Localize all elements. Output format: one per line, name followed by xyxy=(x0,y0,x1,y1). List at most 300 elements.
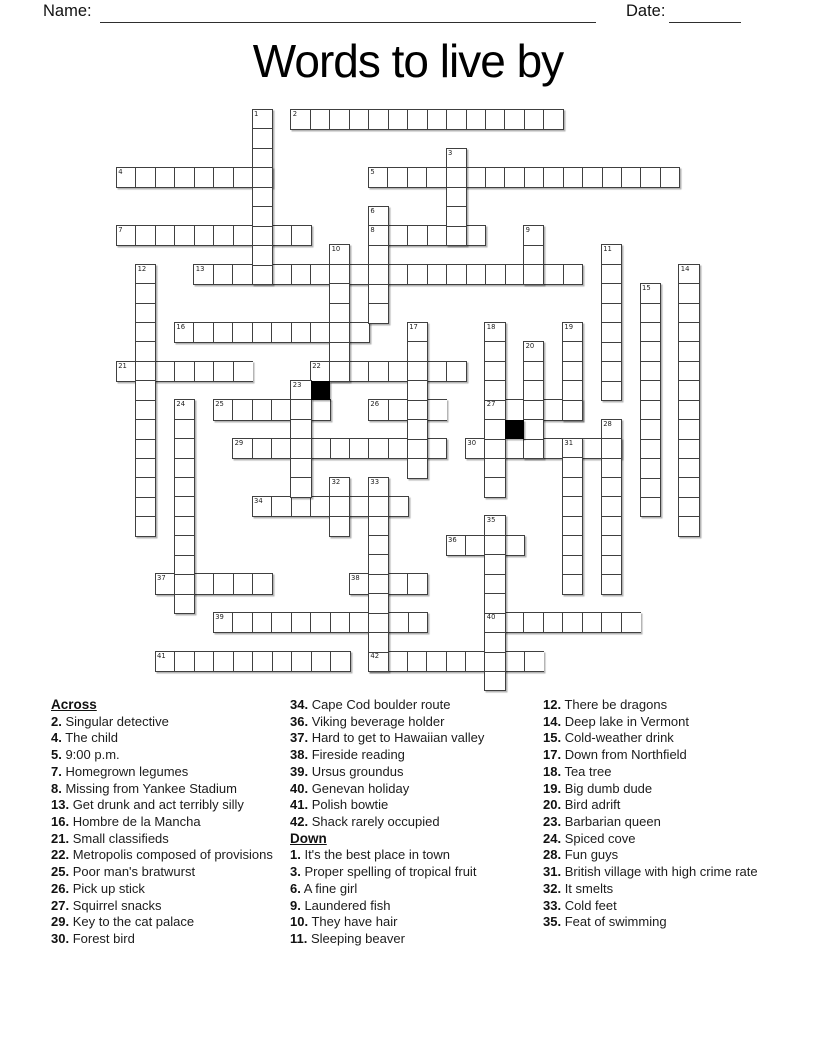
grid-cell[interactable] xyxy=(136,361,155,380)
grid-cell[interactable] xyxy=(387,226,407,245)
grid-cell[interactable] xyxy=(369,516,388,535)
grid-cell[interactable] xyxy=(117,168,136,187)
grid-cell[interactable] xyxy=(563,400,582,420)
grid-cell[interactable] xyxy=(524,400,543,420)
grid-cell[interactable] xyxy=(232,400,252,419)
grid-cell[interactable] xyxy=(175,438,194,457)
grid-cell[interactable] xyxy=(252,652,272,671)
grid-cell[interactable] xyxy=(194,652,214,671)
grid-cell[interactable] xyxy=(602,264,621,283)
grid-cell[interactable] xyxy=(253,245,272,264)
grid-cell[interactable] xyxy=(602,420,621,438)
grid-cell[interactable] xyxy=(135,226,155,245)
grid-cell[interactable] xyxy=(213,652,233,671)
grid-cell[interactable] xyxy=(679,303,698,322)
grid-cell[interactable] xyxy=(136,380,155,399)
grid-cell[interactable] xyxy=(407,226,427,245)
grid-cell[interactable] xyxy=(446,362,466,381)
grid-cell[interactable] xyxy=(407,574,427,593)
grid-cell[interactable] xyxy=(485,652,504,671)
grid-cell[interactable] xyxy=(253,226,272,245)
grid-cell[interactable] xyxy=(426,652,446,671)
grid-cell[interactable] xyxy=(291,381,310,400)
grid-cell[interactable] xyxy=(504,400,524,419)
grid-cell[interactable] xyxy=(136,400,155,419)
grid-cell[interactable] xyxy=(369,400,388,419)
grid-cell[interactable] xyxy=(602,322,621,341)
grid-cell[interactable] xyxy=(369,225,388,245)
grid-cell[interactable] xyxy=(194,362,214,381)
grid-cell[interactable] xyxy=(310,110,329,129)
grid-cell[interactable] xyxy=(427,110,446,129)
grid-cell[interactable] xyxy=(427,439,446,458)
grid-cell[interactable] xyxy=(369,496,388,515)
grid-cell[interactable] xyxy=(156,574,175,593)
grid-cell[interactable] xyxy=(291,399,310,419)
grid-cell[interactable] xyxy=(602,516,621,535)
grid-cell[interactable] xyxy=(602,496,621,515)
grid-cell[interactable] xyxy=(174,362,194,381)
grid-cell[interactable] xyxy=(136,303,155,322)
grid-cell[interactable] xyxy=(408,323,427,341)
grid-cell[interactable] xyxy=(504,439,524,458)
grid-cell[interactable] xyxy=(582,613,602,632)
grid-cell[interactable] xyxy=(602,458,621,477)
grid-cell[interactable] xyxy=(602,342,621,361)
grid-cell[interactable] xyxy=(213,168,233,187)
grid-cell[interactable] xyxy=(543,110,562,129)
grid-cell[interactable] xyxy=(155,362,175,381)
grid-cell[interactable] xyxy=(563,265,582,284)
grid-cell[interactable] xyxy=(602,303,621,322)
grid-cell[interactable] xyxy=(311,400,331,419)
grid-cell[interactable] xyxy=(563,168,582,187)
grid-cell[interactable] xyxy=(253,128,272,147)
grid-cell[interactable] xyxy=(465,168,484,187)
grid-cell[interactable] xyxy=(330,439,349,458)
grid-cell[interactable] xyxy=(427,265,446,284)
grid-cell[interactable] xyxy=(679,516,698,535)
grid-cell[interactable] xyxy=(621,613,641,632)
grid-cell[interactable] xyxy=(543,439,563,458)
grid-cell[interactable] xyxy=(369,303,388,323)
grid-cell[interactable] xyxy=(602,574,621,593)
grid-cell[interactable] xyxy=(174,652,194,671)
grid-cell[interactable] xyxy=(252,574,272,593)
grid-cell[interactable] xyxy=(679,458,698,477)
grid-cell[interactable] xyxy=(369,554,388,573)
grid-cell[interactable] xyxy=(271,497,291,516)
grid-cell[interactable] xyxy=(485,168,504,187)
grid-cell[interactable] xyxy=(543,613,563,632)
grid-cell[interactable] xyxy=(330,496,349,516)
grid-cell[interactable] xyxy=(194,574,214,593)
grid-cell[interactable] xyxy=(330,652,350,671)
grid-cell[interactable] xyxy=(447,206,466,226)
grid-cell[interactable] xyxy=(330,303,349,322)
grid-cell[interactable] xyxy=(232,265,251,284)
grid-cell[interactable] xyxy=(156,652,175,671)
grid-cell[interactable] xyxy=(408,400,427,419)
grid-cell[interactable] xyxy=(602,555,621,574)
grid-cell[interactable] xyxy=(426,168,445,187)
grid-cell[interactable] xyxy=(155,226,175,245)
grid-cell[interactable] xyxy=(291,477,310,497)
grid-cell[interactable] xyxy=(641,361,660,380)
grid-cell[interactable] xyxy=(641,341,660,360)
grid-cell[interactable] xyxy=(602,477,621,496)
grid-cell[interactable] xyxy=(524,264,543,284)
grid-cell[interactable] xyxy=(369,613,388,632)
grid-cell[interactable] xyxy=(232,323,252,342)
grid-cell[interactable] xyxy=(679,477,698,496)
grid-cell[interactable] xyxy=(485,574,504,593)
grid-cell[interactable] xyxy=(174,226,194,245)
grid-cell[interactable] xyxy=(408,361,427,380)
grid-cell[interactable] xyxy=(175,477,194,496)
grid-cell[interactable] xyxy=(408,439,427,458)
grid-cell[interactable] xyxy=(194,226,214,245)
grid-cell[interactable] xyxy=(368,110,387,129)
grid-cell[interactable] xyxy=(641,284,660,302)
grid-cell[interactable] xyxy=(582,168,601,187)
grid-cell[interactable] xyxy=(485,110,504,129)
grid-cell[interactable] xyxy=(524,110,543,129)
grid-cell[interactable] xyxy=(447,167,466,187)
grid-cell[interactable] xyxy=(641,497,660,516)
grid-cell[interactable] xyxy=(310,497,330,516)
grid-cell[interactable] xyxy=(368,362,388,381)
grid-cell[interactable] xyxy=(310,265,329,284)
grid-cell[interactable] xyxy=(369,593,388,612)
grid-cell[interactable] xyxy=(641,303,660,322)
grid-cell[interactable] xyxy=(679,322,698,341)
grid-cell[interactable] xyxy=(135,168,155,187)
grid-cell[interactable] xyxy=(349,497,369,516)
grid-cell[interactable] xyxy=(388,613,407,632)
grid-cell[interactable] xyxy=(485,361,504,380)
grid-cell[interactable] xyxy=(174,168,194,187)
grid-cell[interactable] xyxy=(291,458,310,478)
grid-cell[interactable] xyxy=(504,110,523,129)
grid-cell[interactable] xyxy=(175,400,194,418)
grid-cell[interactable] xyxy=(271,265,290,284)
grid-cell[interactable] xyxy=(563,477,582,496)
grid-cell[interactable] xyxy=(369,207,388,226)
grid-cell[interactable] xyxy=(641,439,660,458)
grid-cell[interactable] xyxy=(524,245,543,265)
grid-cell[interactable] xyxy=(679,497,698,516)
grid-cell[interactable] xyxy=(213,574,233,593)
grid-cell[interactable] xyxy=(485,341,504,360)
grid-cell[interactable] xyxy=(563,439,582,457)
grid-cell[interactable] xyxy=(563,341,582,361)
grid-cell[interactable] xyxy=(253,497,272,516)
grid-cell[interactable] xyxy=(253,187,272,206)
grid-cell[interactable] xyxy=(563,361,582,381)
grid-cell[interactable] xyxy=(349,110,368,129)
grid-cell[interactable] xyxy=(679,341,698,360)
grid-cell[interactable] xyxy=(465,652,485,671)
grid-cell[interactable] xyxy=(524,419,543,439)
grid-cell[interactable] xyxy=(679,361,698,380)
grid-cell[interactable] xyxy=(253,110,272,128)
grid-cell[interactable] xyxy=(505,265,524,284)
grid-cell[interactable] xyxy=(679,439,698,458)
grid-cell[interactable] xyxy=(387,168,406,187)
grid-cell[interactable] xyxy=(136,265,155,283)
grid-cell[interactable] xyxy=(543,168,562,187)
grid-cell[interactable] xyxy=(679,265,698,283)
grid-cell[interactable] xyxy=(349,323,369,342)
grid-cell[interactable] xyxy=(369,284,388,304)
grid-cell[interactable] xyxy=(408,341,427,360)
grid-cell[interactable] xyxy=(485,400,504,419)
grid-cell[interactable] xyxy=(175,535,194,554)
grid-cell[interactable] xyxy=(252,400,272,419)
grid-cell[interactable] xyxy=(291,438,310,458)
grid-cell[interactable] xyxy=(311,652,331,671)
grid-cell[interactable] xyxy=(330,478,349,497)
grid-cell[interactable] xyxy=(175,458,194,477)
grid-cell[interactable] xyxy=(253,265,272,284)
grid-cell[interactable] xyxy=(387,652,407,671)
grid-cell[interactable] xyxy=(427,400,447,419)
grid-cell[interactable] xyxy=(524,168,543,187)
grid-cell[interactable] xyxy=(621,168,640,187)
grid-cell[interactable] xyxy=(214,613,232,632)
grid-cell[interactable] xyxy=(641,400,660,419)
grid-cell[interactable] xyxy=(427,226,447,245)
grid-cell[interactable] xyxy=(136,477,155,496)
grid-cell[interactable] xyxy=(291,323,311,342)
grid-cell[interactable] xyxy=(563,496,582,515)
grid-cell[interactable] xyxy=(524,652,544,671)
grid-cell[interactable] xyxy=(602,245,621,263)
grid-cell[interactable] xyxy=(563,323,582,342)
grid-cell[interactable] xyxy=(563,457,582,476)
grid-cell[interactable] xyxy=(136,516,155,535)
grid-cell[interactable] xyxy=(330,322,349,341)
grid-cell[interactable] xyxy=(446,265,465,284)
grid-cell[interactable] xyxy=(408,380,427,399)
grid-cell[interactable] xyxy=(213,362,233,381)
grid-cell[interactable] xyxy=(446,110,465,129)
grid-cell[interactable] xyxy=(369,245,388,265)
grid-cell[interactable] xyxy=(465,536,485,555)
grid-cell[interactable] xyxy=(447,536,466,555)
grid-cell[interactable] xyxy=(175,323,194,342)
grid-cell[interactable] xyxy=(349,265,368,284)
grid-cell[interactable] xyxy=(408,458,427,477)
grid-cell[interactable] xyxy=(369,168,387,187)
grid-cell[interactable] xyxy=(369,478,388,496)
grid-cell[interactable] xyxy=(136,458,155,477)
grid-cell[interactable] xyxy=(447,226,466,246)
grid-cell[interactable] xyxy=(136,497,155,516)
grid-cell[interactable] xyxy=(563,555,582,574)
grid-cell[interactable] xyxy=(505,652,525,671)
grid-cell[interactable] xyxy=(485,265,504,284)
grid-cell[interactable] xyxy=(602,535,621,554)
grid-cell[interactable] xyxy=(291,110,309,129)
grid-cell[interactable] xyxy=(543,265,562,284)
grid-cell[interactable] xyxy=(562,613,582,632)
grid-cell[interactable] xyxy=(369,574,388,593)
grid-cell[interactable] xyxy=(310,439,329,458)
grid-cell[interactable] xyxy=(233,226,253,245)
grid-cell[interactable] xyxy=(563,380,582,400)
grid-cell[interactable] xyxy=(252,323,272,342)
grid-cell[interactable] xyxy=(117,226,136,245)
grid-cell[interactable] xyxy=(291,613,310,632)
grid-cell[interactable] xyxy=(641,322,660,341)
grid-cell[interactable] xyxy=(679,400,698,419)
grid-cell[interactable] xyxy=(291,265,310,284)
grid-cell[interactable] xyxy=(602,361,621,380)
grid-cell[interactable] xyxy=(563,516,582,535)
grid-cell[interactable] xyxy=(175,496,194,515)
grid-cell[interactable] xyxy=(504,613,524,632)
grid-cell[interactable] xyxy=(155,168,175,187)
grid-cell[interactable] xyxy=(272,226,292,245)
grid-cell[interactable] xyxy=(641,478,660,497)
grid-cell[interactable] xyxy=(291,226,311,245)
grid-cell[interactable] xyxy=(679,380,698,399)
grid-cell[interactable] xyxy=(369,632,388,651)
grid-cell[interactable] xyxy=(194,168,214,187)
grid-cell[interactable] xyxy=(388,497,408,516)
grid-cell[interactable] xyxy=(233,652,253,671)
grid-cell[interactable] xyxy=(466,226,486,245)
grid-cell[interactable] xyxy=(233,168,253,187)
grid-cell[interactable] xyxy=(330,342,349,361)
grid-cell[interactable] xyxy=(640,168,659,187)
grid-cell[interactable] xyxy=(485,613,504,632)
grid-cell[interactable] xyxy=(679,419,698,438)
grid-cell[interactable] xyxy=(388,439,407,458)
grid-cell[interactable] xyxy=(407,265,426,284)
grid-cell[interactable] xyxy=(485,632,504,651)
grid-cell[interactable] xyxy=(602,438,621,457)
grid-cell[interactable] xyxy=(602,381,621,400)
grid-cell[interactable] xyxy=(193,323,213,342)
grid-cell[interactable] xyxy=(447,149,466,168)
grid-cell[interactable] xyxy=(407,168,426,187)
grid-cell[interactable] xyxy=(136,419,155,438)
grid-cell[interactable] xyxy=(213,265,232,284)
grid-cell[interactable] xyxy=(523,613,543,632)
grid-cell[interactable] xyxy=(213,226,233,245)
grid-cell[interactable] xyxy=(175,574,194,593)
grid-cell[interactable] xyxy=(136,322,155,341)
grid-cell[interactable] xyxy=(408,419,427,438)
grid-cell[interactable] xyxy=(349,613,368,632)
grid-cell[interactable] xyxy=(253,167,272,186)
grid-cell[interactable] xyxy=(175,516,194,535)
grid-cell[interactable] xyxy=(233,574,253,593)
grid-cell[interactable] xyxy=(485,380,504,399)
grid-cell[interactable] xyxy=(641,380,660,399)
grid-cell[interactable] xyxy=(330,283,349,302)
grid-cell[interactable] xyxy=(485,671,504,690)
grid-cell[interactable] xyxy=(330,361,349,380)
grid-cell[interactable] xyxy=(175,594,194,613)
grid-cell[interactable] xyxy=(310,323,330,342)
grid-cell[interactable] xyxy=(543,400,563,419)
grid-cell[interactable] xyxy=(466,439,485,458)
grid-cell[interactable] xyxy=(524,361,543,381)
grid-cell[interactable] xyxy=(349,362,369,381)
grid-cell[interactable] xyxy=(233,362,253,381)
grid-cell[interactable] xyxy=(175,555,194,574)
grid-cell[interactable] xyxy=(136,283,155,302)
grid-cell[interactable] xyxy=(485,458,504,477)
grid-cell[interactable] xyxy=(330,516,349,536)
grid-cell[interactable] xyxy=(485,419,504,438)
grid-cell[interactable] xyxy=(660,168,679,187)
grid-cell[interactable] xyxy=(369,264,388,284)
grid-cell[interactable] xyxy=(349,439,368,458)
grid-cell[interactable] xyxy=(388,110,407,129)
grid-cell[interactable] xyxy=(563,535,582,554)
grid-cell[interactable] xyxy=(271,400,291,419)
grid-cell[interactable] xyxy=(271,439,290,458)
grid-cell[interactable] xyxy=(369,535,388,554)
grid-cell[interactable] xyxy=(369,652,388,671)
grid-cell[interactable] xyxy=(524,226,543,245)
grid-cell[interactable] xyxy=(117,362,136,381)
grid-cell[interactable] xyxy=(485,477,504,496)
grid-cell[interactable] xyxy=(485,439,504,458)
grid-cell[interactable] xyxy=(407,110,426,129)
grid-cell[interactable] xyxy=(408,613,427,632)
grid-cell[interactable] xyxy=(524,342,543,361)
grid-cell[interactable] xyxy=(214,400,233,419)
grid-cell[interactable] xyxy=(641,458,660,477)
grid-cell[interactable] xyxy=(272,652,292,671)
grid-cell[interactable] xyxy=(485,535,504,554)
grid-cell[interactable] xyxy=(175,419,194,438)
grid-cell[interactable] xyxy=(330,264,349,283)
grid-cell[interactable] xyxy=(232,613,251,632)
grid-cell[interactable] xyxy=(582,439,602,458)
grid-cell[interactable] xyxy=(311,362,330,381)
grid-cell[interactable] xyxy=(291,419,310,439)
grid-cell[interactable] xyxy=(330,613,349,632)
grid-cell[interactable] xyxy=(368,439,387,458)
grid-cell[interactable] xyxy=(601,613,621,632)
grid-cell[interactable] xyxy=(136,439,155,458)
grid-cell[interactable] xyxy=(524,439,543,459)
grid-cell[interactable] xyxy=(194,265,212,284)
grid-cell[interactable] xyxy=(388,362,408,381)
grid-cell[interactable] xyxy=(466,110,485,129)
grid-cell[interactable] xyxy=(485,323,504,341)
grid-cell[interactable] xyxy=(388,265,407,284)
grid-cell[interactable] xyxy=(602,283,621,302)
grid-cell[interactable] xyxy=(447,187,466,207)
grid-cell[interactable] xyxy=(388,574,408,593)
grid-cell[interactable] xyxy=(233,439,251,458)
grid-cell[interactable] xyxy=(485,593,504,612)
grid-cell[interactable] xyxy=(485,516,504,534)
grid-cell[interactable] xyxy=(330,245,349,263)
grid-cell[interactable] xyxy=(252,439,271,458)
grid-cell[interactable] xyxy=(253,148,272,167)
grid-cell[interactable] xyxy=(407,652,427,671)
grid-cell[interactable] xyxy=(291,497,311,516)
